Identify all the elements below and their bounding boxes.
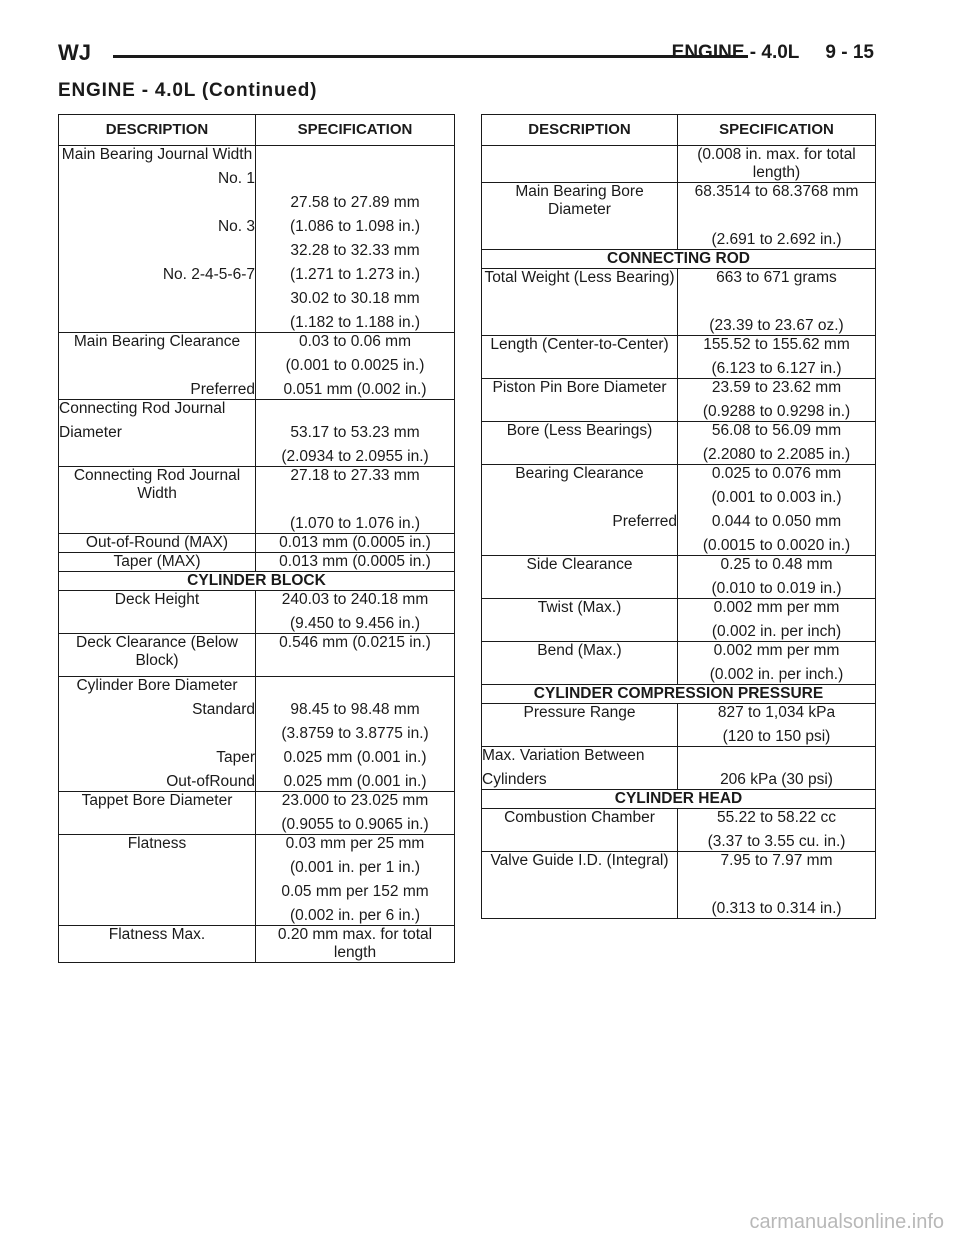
description-text: Pressure Range	[523, 704, 636, 721]
table-row	[59, 333, 455, 400]
description-cell	[482, 809, 678, 852]
specification-cell	[678, 465, 876, 556]
description-cell	[482, 556, 678, 599]
specification-value: (1.182 to 1.188 in.)	[289, 314, 421, 331]
table-header-row	[482, 115, 876, 146]
description-text: Combustion Chamber	[504, 809, 655, 826]
specification-value: (2.0934 to 2.0955 in.)	[281, 448, 429, 465]
table-row	[482, 599, 876, 642]
page-subtitle: ENGINE - 4.0L (Continued)	[58, 80, 318, 101]
table-row	[59, 634, 455, 677]
specification-cell	[678, 336, 876, 379]
specification-value: 56.08 to 56.09 mm	[711, 422, 842, 439]
description-cell	[59, 926, 256, 963]
specification-cell	[678, 809, 876, 852]
specification-value: 32.28 to 32.33 mm	[290, 242, 420, 259]
section-title: CONNECTING ROD	[482, 250, 876, 269]
specification-value: 0.025 mm (0.001 in.)	[283, 749, 427, 766]
specification-value: (1.086 to 1.098 in.)	[289, 218, 421, 235]
specification-value: (0.0015 to 0.0020 in.)	[702, 537, 851, 554]
specification-cell	[678, 269, 876, 336]
description-text	[59, 725, 255, 743]
specification-value	[678, 747, 875, 765]
description-cell	[482, 704, 678, 747]
specification-cell	[678, 422, 876, 465]
specification-value: 0.20 mm max. for total length	[277, 926, 433, 961]
description-text: Flatness Max.	[108, 926, 206, 943]
description-text: Bearing Clearance	[515, 465, 644, 482]
table-row	[59, 792, 455, 835]
description-cell	[59, 634, 256, 677]
specification-value: (0.001 to 0.003 in.)	[711, 489, 842, 506]
specification-value: 27.58 to 27.89 mm	[290, 194, 420, 211]
description-text: Bore (Less Bearings)	[506, 422, 653, 439]
specification-value: 206 kPa (30 psi)	[720, 771, 833, 788]
table-row	[482, 379, 876, 422]
specification-cell	[256, 467, 455, 534]
specification-value: 0.002 mm per mm	[713, 642, 840, 659]
description-text	[59, 194, 255, 212]
specification-cell	[256, 146, 455, 333]
table-row	[482, 146, 876, 183]
description-cell	[59, 792, 256, 835]
description-text: No. 1	[217, 170, 255, 187]
specification-value: (0.001 in. per 1 in.)	[289, 859, 421, 876]
specification-cell	[256, 553, 455, 572]
specification-value: 827 to 1,034 kPa	[717, 704, 836, 721]
specification-value: (3.8759 to 3.8775 in.)	[281, 725, 429, 742]
specification-value: 0.044 to 0.050 mm	[711, 513, 842, 530]
description-text: Main Bearing Bore Diameter	[515, 183, 644, 218]
specification-cell	[256, 591, 455, 634]
column-header-description: DESCRIPTION	[482, 115, 678, 146]
table-row	[482, 747, 876, 790]
description-text	[59, 242, 255, 260]
description-text: Connecting Rod Journal Width	[73, 467, 241, 502]
table-row	[59, 146, 455, 333]
specification-value: 0.546 mm (0.0215 in.)	[279, 634, 431, 651]
description-text	[59, 357, 255, 375]
description-text: Piston Pin Bore Diameter	[492, 379, 667, 396]
specification-value	[678, 207, 875, 225]
description-text: Twist (Max.)	[537, 599, 622, 616]
table-row	[59, 534, 455, 553]
table-row	[482, 556, 876, 599]
specification-value: 53.17 to 53.23 mm	[290, 424, 420, 441]
description-cell	[482, 269, 678, 336]
specification-cell	[678, 852, 876, 919]
table-row	[59, 835, 455, 926]
column-header-specification: SPECIFICATION	[678, 115, 876, 146]
specification-value: (120 to 150 psi)	[722, 728, 831, 745]
description-text: Standard	[192, 701, 255, 718]
specification-value: 0.002 mm per mm	[713, 599, 840, 616]
description-text	[59, 290, 255, 308]
specification-value: (0.002 in. per 6 in.)	[289, 907, 421, 924]
specification-value: 68.3514 to 68.3768 mm	[694, 183, 859, 200]
specification-cell	[256, 534, 455, 553]
description-cell	[482, 747, 678, 790]
specification-value: 0.013 mm (0.0005 in.)	[279, 534, 431, 551]
description-text: Tappet Bore Diameter	[81, 792, 233, 809]
table-row	[59, 926, 455, 963]
column-header-specification: SPECIFICATION	[256, 115, 455, 146]
description-text	[482, 146, 677, 164]
specification-value: 30.02 to 30.18 mm	[290, 290, 420, 307]
description-cell	[59, 553, 256, 572]
specification-value	[256, 400, 454, 418]
description-text: Diameter	[59, 424, 122, 441]
table-row	[482, 422, 876, 465]
table-row	[482, 809, 876, 852]
description-text: Main Bearing Journal Width	[61, 146, 253, 163]
header-vehicle-code: WJ	[58, 40, 91, 65]
description-cell	[482, 336, 678, 379]
specification-value: 23.59 to 23.62 mm	[711, 379, 842, 396]
table-row	[59, 591, 455, 634]
specification-cell	[256, 926, 455, 963]
specification-value: (0.001 to 0.0025 in.)	[285, 357, 425, 374]
table-row	[59, 677, 455, 792]
spec-table-right	[481, 114, 876, 919]
description-text: Deck Height	[114, 591, 200, 608]
specification-value	[256, 170, 454, 188]
description-text: Valve Guide I.D. (Integral)	[490, 852, 669, 869]
section-header-row	[482, 790, 876, 809]
specification-value: (0.9055 to 0.9065 in.)	[281, 816, 429, 833]
specification-value: (1.070 to 1.076 in.)	[289, 515, 421, 532]
description-text: Bend (Max.)	[537, 642, 622, 659]
specification-value: 0.025 mm (0.001 in.)	[283, 773, 427, 790]
specification-value: (0.9288 to 0.9298 in.)	[702, 403, 851, 420]
description-cell	[59, 835, 256, 926]
description-text: Max. Variation Between	[482, 747, 645, 764]
specification-value: 7.95 to 7.97 mm	[720, 852, 833, 869]
specification-value: 55.22 to 58.22 cc	[717, 809, 836, 826]
specification-cell	[678, 642, 876, 685]
specification-cell	[256, 792, 455, 835]
description-cell	[482, 852, 678, 919]
table-row	[482, 852, 876, 919]
specification-value	[678, 876, 875, 894]
specification-value: (0.313 to 0.314 in.)	[711, 900, 842, 917]
description-text: Cylinders	[482, 771, 547, 788]
table-row	[59, 553, 455, 572]
specification-value: 27.18 to 27.33 mm	[290, 467, 420, 484]
description-cell	[482, 422, 678, 465]
specification-value	[256, 677, 454, 695]
description-text: Taper	[216, 749, 255, 766]
table-row	[482, 183, 876, 250]
header-section	[646, 42, 874, 64]
description-text: Main Bearing Clearance	[73, 333, 241, 350]
specification-value	[678, 293, 875, 311]
column-header-description: DESCRIPTION	[59, 115, 256, 146]
specification-value	[256, 146, 454, 164]
description-text: Taper (MAX)	[113, 553, 201, 570]
specification-cell	[678, 146, 876, 183]
description-text: No. 3	[217, 218, 255, 235]
description-text: Out-of-Round (MAX)	[85, 534, 229, 551]
description-text: No. 2-4-5-6-7	[162, 266, 255, 283]
specification-value	[256, 491, 454, 509]
specification-value: 0.25 to 0.48 mm	[720, 556, 833, 573]
specification-value: 0.05 mm per 152 mm	[281, 883, 429, 900]
description-cell	[59, 467, 256, 534]
specification-value: 98.45 to 98.48 mm	[290, 701, 420, 718]
specification-value: (0.002 in. per inch)	[711, 623, 842, 640]
specification-cell	[678, 704, 876, 747]
specification-value: 0.013 mm (0.0005 in.)	[279, 553, 431, 570]
description-text	[482, 537, 677, 555]
description-text: Total Weight (Less Bearing)	[484, 269, 675, 286]
table-row	[482, 642, 876, 685]
description-cell	[482, 146, 678, 183]
specification-cell	[256, 835, 455, 926]
description-cell	[59, 400, 256, 467]
specification-value: 240.03 to 240.18 mm	[281, 591, 429, 608]
header-section-title: ENGINE - 4.0L	[671, 42, 800, 63]
specification-value: 0.03 mm per 25 mm	[285, 835, 425, 852]
specification-value: 0.051 mm (0.002 in.)	[283, 381, 427, 398]
description-text	[482, 489, 677, 507]
description-text	[59, 448, 255, 466]
specification-value: 0.025 to 0.076 mm	[711, 465, 842, 482]
specification-cell	[678, 747, 876, 790]
description-text: Preferred	[612, 513, 677, 530]
specification-cell	[678, 379, 876, 422]
section-header-row	[482, 250, 876, 269]
specification-value: (0.010 to 0.019 in.)	[711, 580, 842, 597]
specification-value: (9.450 to 9.456 in.)	[289, 615, 421, 632]
description-text: Connecting Rod Journal	[59, 400, 226, 417]
section-header-row	[59, 572, 455, 591]
section-title: CYLINDER BLOCK	[59, 572, 455, 591]
description-cell	[59, 677, 256, 792]
watermark: carmanualsonline.info	[749, 1211, 944, 1233]
specification-value: 23.000 to 23.025 mm	[281, 792, 429, 809]
specification-value: (2.691 to 2.692 in.)	[711, 231, 842, 248]
description-text: Cylinder Bore Diameter	[76, 677, 238, 694]
specification-cell	[256, 333, 455, 400]
specification-value: (0.008 in. max. for total length)	[697, 146, 856, 181]
description-cell	[59, 146, 256, 333]
table-row	[482, 704, 876, 747]
table-row	[482, 336, 876, 379]
specification-cell	[256, 400, 455, 467]
description-cell	[482, 465, 678, 556]
specification-cell	[678, 599, 876, 642]
description-text: Out-ofRound	[166, 773, 255, 790]
description-text: Preferred	[190, 381, 255, 398]
specification-cell	[678, 183, 876, 250]
table-row	[482, 465, 876, 556]
description-cell	[482, 183, 678, 250]
specification-value: (3.37 to 3.55 cu. in.)	[707, 833, 846, 850]
table-row	[59, 467, 455, 534]
specification-value: (6.123 to 6.127 in.)	[711, 360, 842, 377]
header-page-number: 9 - 15	[825, 42, 874, 63]
description-text: Deck Clearance (Below Block)	[76, 634, 238, 669]
specification-value: (23.39 to 23.67 oz.)	[709, 317, 844, 334]
description-cell	[482, 642, 678, 685]
specification-value: 0.03 to 0.06 mm	[298, 333, 411, 350]
description-text: Length (Center-to-Center)	[490, 336, 669, 353]
table-row	[482, 269, 876, 336]
spec-table-left	[58, 114, 455, 963]
description-cell	[59, 333, 256, 400]
table-row	[59, 400, 455, 467]
table-header-row	[59, 115, 455, 146]
description-cell	[482, 379, 678, 422]
specification-value: 155.52 to 155.62 mm	[703, 336, 850, 353]
specification-value: (0.002 in. per inch.)	[709, 666, 844, 683]
description-cell	[59, 534, 256, 553]
section-title: CYLINDER COMPRESSION PRESSURE	[482, 685, 876, 704]
description-text: Side Clearance	[526, 556, 633, 573]
specification-value	[256, 658, 454, 676]
description-cell	[59, 591, 256, 634]
specification-value: (2.2080 to 2.2085 in.)	[702, 446, 851, 463]
specification-value: 663 to 671 grams	[716, 269, 837, 286]
specification-value: (1.271 to 1.273 in.)	[289, 266, 421, 283]
specification-cell	[678, 556, 876, 599]
specification-cell	[256, 677, 455, 792]
specification-cell	[256, 634, 455, 677]
section-title: CYLINDER HEAD	[482, 790, 876, 809]
description-cell	[482, 599, 678, 642]
description-text: Flatness	[127, 835, 187, 852]
section-header-row	[482, 685, 876, 704]
